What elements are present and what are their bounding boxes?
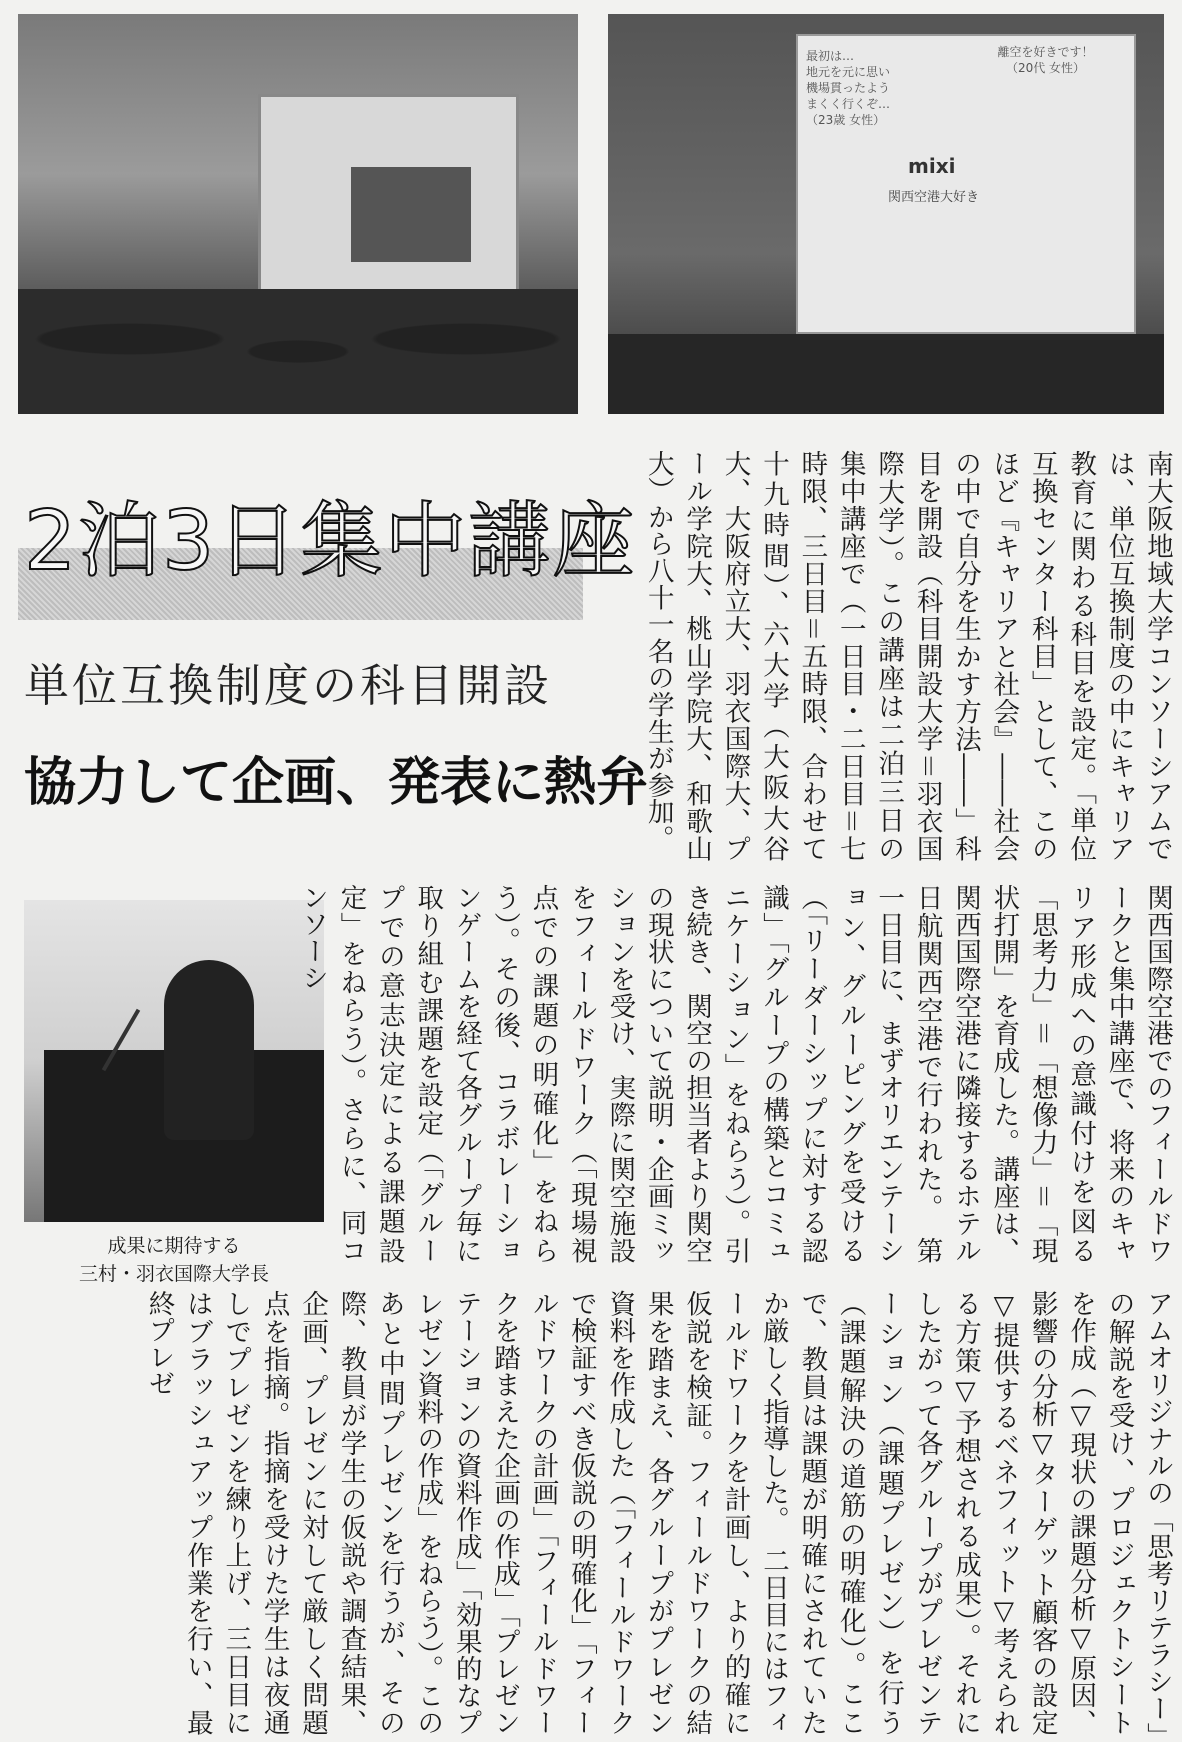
mixi-logo: mixi: [908, 154, 956, 178]
caption-line-1: 成果に期待する: [107, 1235, 241, 1257]
slide-note-right: 離空を好きです！ （20代 女性）: [997, 45, 1094, 75]
audience-silhouettes: [18, 289, 578, 414]
article-body-bottom: アムオリジナルの「思考リテラシー」の解説を受け、プロジェクトシートを作成（▽現状の課題分析▽原因、影響の分析▽ターゲット顧客の設定▽提供するベネフィット▽考えられる方策▽予想される成果）。それにしたがって各グループがプレゼンテーション（課題プレゼン）を行う（課題解決の道筋の明確化）。ここで、教員は課題が明確にされていたか厳しく指導した。 二日目にはフィールドワークを計画し、より的確に仮説を検証。フィールドワークの結果を踏まえ、各グループがプレゼン資料を作成した（「フィールドワークで検証すべき仮説の明確化」「フィールドワークの計画」「フィールドワークを踏まえた企画の作成」「プレゼンテーションの資料作成」「効果的なプレゼン資料の作成」をねらう）。このあと中間プレゼンを行うが、その際、教員が学生の仮説や調査結果、企画、プレゼンに対して厳しく問題点を指摘。指摘を受けた学生は夜通しでプレゼンを練り上げ、三日目にはブラッシュアップ作業を行い、最終プレゼ: [143, 1290, 1173, 1736]
article-body-top: 南大阪地域大学コンソーシアムでは、単位互換制度の中にキャリア教育に関わる科目を設定。「単位互換センター科目」として、このほど『キャリアと社会』――社会の中で自分を生かす方法――」科目を開設（科目開設大学＝羽衣国際大学）。この講座は二泊三日の集中講座で（一日目・二日目＝七時限、三日目＝五時限、合わせて十九時間）、六大学（大阪大谷大、大阪府立大、羽衣国際大、プール学院大、桃山学院大、和歌山大）から八十一名の学生が参加。: [642, 450, 1173, 862]
presentation-slide-photo: [608, 14, 1164, 414]
lecture-hall-photo: [18, 14, 578, 414]
subheadline-1: 単位互換制度の科目開設: [24, 659, 553, 712]
subheadline-2: 協力して企画、発表に熱弁: [24, 753, 649, 813]
caption-line-2: 三村・羽衣国際大学長: [78, 1263, 269, 1285]
projection-screen: [258, 94, 519, 295]
projected-slide: [796, 34, 1136, 334]
speaker-figure: [164, 960, 254, 1140]
slide-tagline: 関西空港大好き: [888, 190, 980, 205]
slide-note-left: 最初は… 地元を元に思い 機場貫ったよう まくく行くぞ… （23歳 女性）: [806, 49, 891, 127]
photo-caption: [24, 1232, 324, 1288]
article-body-middle: 関西国際空港でのフィールドワークと集中講座で、将来のキャリア形成への意識付けを図る「思考力」＝「想像力」＝「現状打開」を育成した。講座は、関西国際空港に隣接するホテル日航関西空港で行われた。 第一日目に、まずオリエンテーション、グルーピングを受ける（「リーダーシップに対する認識」「グループの構築とコミュニケーション」をねらう）。引き続き、関空の担当者より関空の現状について説明・企画ミッションを受け、実際に関空施設をフィールドワーク（「現場視点での課題の明確化」をねらう）。その後、コラボレーションゲームを経て各グループ毎に取り組む課題を設定（「グループでの意志決定による課題設定」をねらう）。さらに、同コンソーシ: [297, 884, 1173, 1264]
president-photo: [24, 900, 324, 1222]
audience-silhouettes: [608, 334, 1164, 414]
headline-title: 2泊3日集中講座: [24, 494, 637, 589]
